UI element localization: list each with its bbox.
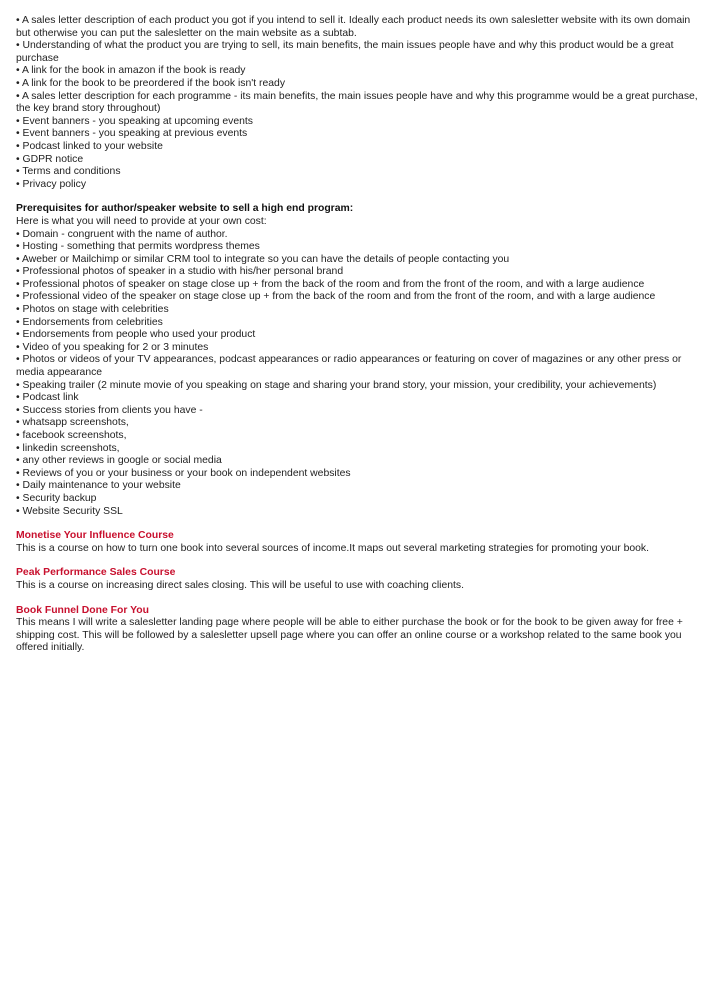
list-item: • facebook screenshots, [16,430,127,441]
list-item: • linkedin screenshots, [16,442,120,454]
list-item: • A link for the book to be preordered if the book isn't ready [16,77,286,89]
list-item: • whatsapp screenshots, [16,417,129,429]
course-peak-performance-sales [16,567,700,592]
list-item: • Endorsements from people who used your product [16,329,256,341]
prerequisites-list [16,229,700,519]
list-item: • Photos or videos of your TV appearances, podcast appearances or radio appearances or featuring on cover of magazines or any other press or media appearance [16,354,682,379]
list-item: • A link for the book in amazon if the book is ready [16,65,246,77]
list-item: • Photos on stage with celebrities [16,304,169,316]
course-monetise-influence [16,530,700,555]
course-description: This is a course on increasing direct sales closing. This will be useful to use with coaching clients. [16,579,464,591]
list-item: • Event banners - you speaking at previous events [16,128,248,140]
course-description: This is a course on how to turn one book into several sources of income.It maps out several marketing strategies for promoting your book. [16,542,649,554]
course-title: Monetise Your Influence Course [16,530,174,542]
list-item: • Professional photos of speaker on stage close up + from the back of the room and from the front of the room, and with a large audience [16,278,645,290]
list-item: • Professional photos of speaker in a studio with his/her personal brand [16,266,344,278]
list-item: • GDPR notice [16,153,84,165]
list-item: • Podcast link [16,392,79,404]
list-item: • Success stories from clients you have - [16,404,203,416]
prerequisites-heading: Prerequisites for author/speaker website to sell a high end program: [16,203,354,215]
list-item: • A sales letter description of each product you got if you intend to sell it. Ideally each product needs its own salesletter website with its own domain but otherwise you can put the salesletter on the main website as a subtab. [16,15,691,39]
course-book-funnel [16,605,700,655]
list-item: • Reviews of you or your business or your book on independent websites [16,467,351,479]
list-item: • Hosting - something that permits wordpress themes [16,241,260,253]
list-item: • Podcast linked to your website [16,140,163,152]
prerequisites-intro: Here is what you will need to provide at your own cost: [16,215,267,227]
list-item: • Daily maintenance to your website [16,480,181,492]
list-item: • Video of you speaking for 2 or 3 minutes [16,341,209,353]
document-page [16,15,700,655]
list-item: • Endorsements from celebrities [16,316,163,328]
list-item: • A sales letter description for each programme - its main benefits, the main issues people have and why this programme would be a great purchase, the key brand story throughout) [16,90,698,115]
list-item: • Terms and conditions [16,166,121,178]
course-description: This means I will write a salesletter landing page where people will be able to either purchase the book or for the book to be given away for free + shipping cost. This will be followed by a salesletter upsell page where you can offer an online course or a workshop related to the same book you offered initially. [16,617,683,654]
list-item: • Understanding of what the product you are trying to sell, its main benefits, the main issues people have and why this product would be a great purchase [16,40,674,64]
list-item: • Aweber or Mailchimp or similar CRM tool to integrate so you can have the details of people contacting you [16,253,510,265]
course-title: Book Funnel Done For You [16,604,149,616]
list-item: • Speaking trailer (2 minute movie of you speaking on stage and sharing your brand story, your mission, your credibility, your achievements) [16,379,657,391]
course-title: Peak Performance Sales Course [16,567,176,579]
prerequisites-section [16,203,700,518]
list-item: • Privacy policy [16,178,87,190]
list-item: • Event banners - you speaking at upcoming events [16,115,253,127]
intro-bullet-list [16,15,700,191]
list-item: • any other reviews in google or social media [16,455,222,467]
list-item: • Website Security SSL [16,505,123,517]
list-item: • Security backup [16,492,97,504]
list-item: • Domain - congruent with the name of author. [16,228,228,240]
list-item: • Professional video of the speaker on stage close up + from the back of the room and from the front of the room, and with a large audience [16,291,656,303]
